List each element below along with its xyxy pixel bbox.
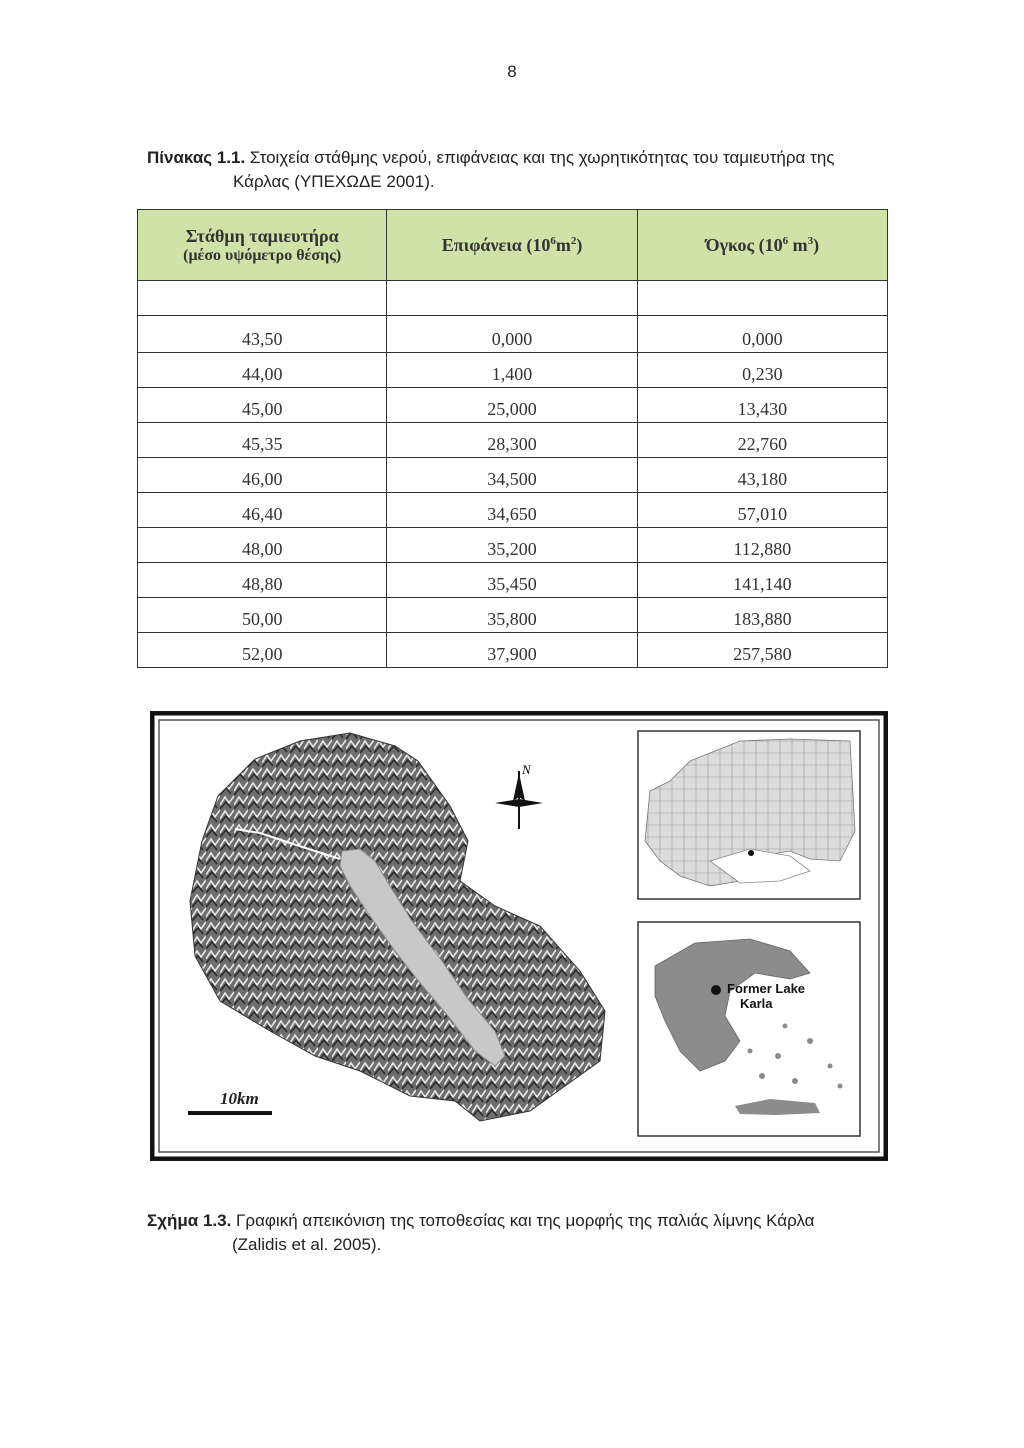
cell-surface: 35,200 xyxy=(387,528,637,563)
header-surface-sup1: 6 xyxy=(550,234,556,247)
table-gap-row xyxy=(138,281,888,316)
europe-inset xyxy=(638,731,860,899)
cell-water-level: 46,00 xyxy=(138,458,387,493)
reservoir-data-table xyxy=(137,209,888,668)
table-row xyxy=(138,423,888,458)
header-volume-end: ) xyxy=(813,234,820,255)
header-surface-sup2: 2 xyxy=(570,234,577,247)
cell-surface: 34,500 xyxy=(387,458,637,493)
header-volume-mid: m xyxy=(788,234,808,255)
cell-volume: 22,760 xyxy=(637,423,887,458)
header-volume-sup1: 6 xyxy=(782,234,789,247)
table-row xyxy=(138,353,888,388)
table-row xyxy=(138,316,888,353)
cell-water-level: 50,00 xyxy=(138,598,387,633)
scale-label: 10km xyxy=(220,1089,259,1108)
table-row xyxy=(138,388,888,423)
cell-surface: 34,650 xyxy=(387,493,637,528)
cell-volume: 13,430 xyxy=(637,388,887,423)
cell-water-level: 48,00 xyxy=(138,528,387,563)
header-volume-sup2: 3 xyxy=(807,234,814,247)
table-row xyxy=(138,633,888,668)
header-water-level xyxy=(138,210,387,281)
greece-inset xyxy=(638,922,860,1136)
karla-location-figure xyxy=(150,711,888,1161)
cell-surface: 25,000 xyxy=(387,388,637,423)
cell-volume: 257,580 xyxy=(637,633,887,668)
figure-caption-text: Γραφική απεικόνιση της τοποθεσίας και της μορφής της παλιάς λίμνης Κάρλα xyxy=(231,1211,815,1230)
cell-water-level: 43,50 xyxy=(138,316,387,353)
cell-surface: 1,400 xyxy=(387,353,637,388)
inset-label-line2: Karla xyxy=(740,996,773,1011)
header-water-level-sub: (μέσο υψόμετρο θέσης) xyxy=(183,246,342,264)
cell-surface: 28,300 xyxy=(387,423,637,458)
cell-volume: 0,000 xyxy=(637,316,887,353)
figure-caption-text-line2: (Zalidis et al. 2005). xyxy=(232,1235,382,1254)
north-label: N xyxy=(522,762,531,777)
table-row xyxy=(138,528,888,563)
page-number: 8 xyxy=(507,62,517,81)
table-caption-text: Στοιχεία στάθμης νερού, επιφάνειας και της χωρητικότητας του ταμιευτήρα της xyxy=(245,148,835,167)
karla-location-marker xyxy=(711,985,721,995)
cell-surface: 37,900 xyxy=(387,633,637,668)
header-volume-base: Όγκος (10 xyxy=(705,234,783,255)
header-volume xyxy=(637,210,887,281)
cell-water-level: 45,35 xyxy=(138,423,387,458)
cell-water-level: 52,00 xyxy=(138,633,387,668)
header-water-level-title: Στάθμη ταμιευτήρα xyxy=(185,225,339,246)
cell-surface: 35,450 xyxy=(387,563,637,598)
cell-volume: 43,180 xyxy=(637,458,887,493)
table-caption xyxy=(147,146,887,194)
table-row xyxy=(138,458,888,493)
figure-caption xyxy=(147,1209,887,1257)
cell-volume: 141,140 xyxy=(637,563,887,598)
cell-water-level: 44,00 xyxy=(138,353,387,388)
table-row xyxy=(138,598,888,633)
cell-water-level: 48,80 xyxy=(138,563,387,598)
header-surface-base: Επιφάνεια (10 xyxy=(441,234,551,255)
cell-water-level: 46,40 xyxy=(138,493,387,528)
cell-surface: 0,000 xyxy=(387,316,637,353)
table-row xyxy=(138,563,888,598)
greece-marker xyxy=(748,850,754,856)
table-caption-text-line2: Κάρλας (ΥΠΕΧΩΔΕ 2001). xyxy=(233,172,435,191)
header-surface xyxy=(387,210,637,281)
header-surface-end: ) xyxy=(576,234,583,255)
inset-label-line1: Former Lake xyxy=(727,981,806,996)
table-caption-label: Πίνακας 1.1. xyxy=(147,148,246,167)
table-header-row xyxy=(138,210,888,281)
cell-volume: 0,230 xyxy=(637,353,887,388)
cell-surface: 35,800 xyxy=(387,598,637,633)
cell-volume: 183,880 xyxy=(637,598,887,633)
cell-water-level: 45,00 xyxy=(138,388,387,423)
table-row xyxy=(138,493,888,528)
header-surface-mid: m xyxy=(555,234,571,255)
cell-volume: 112,880 xyxy=(637,528,887,563)
figure-caption-label: Σχήμα 1.3. xyxy=(147,1211,232,1230)
cell-volume: 57,010 xyxy=(637,493,887,528)
